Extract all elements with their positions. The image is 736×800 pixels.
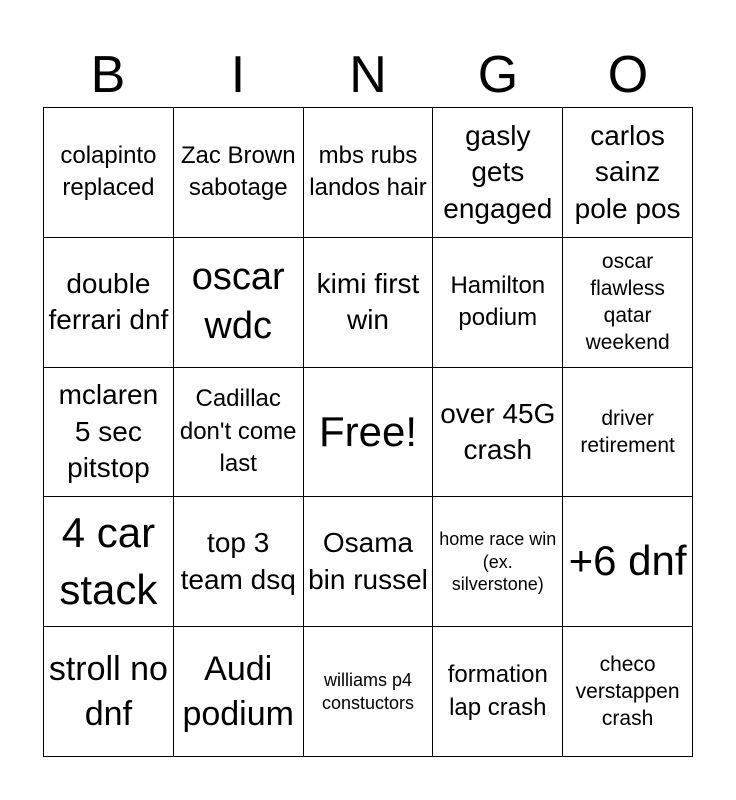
header-letter-i: I: [230, 46, 246, 104]
bingo-card: [43, 107, 693, 757]
bingo-cell[interactable]: carlos sainz pole pos: [563, 108, 693, 238]
bingo-cell[interactable]: oscar wdc: [174, 238, 304, 368]
bingo-cell[interactable]: Hamilton podium: [433, 238, 563, 368]
bingo-cell[interactable]: colapinto replaced: [44, 108, 174, 238]
bingo-cell[interactable]: stroll no dnf: [44, 627, 174, 757]
bingo-header: [43, 44, 693, 106]
bingo-cell[interactable]: williams p4 constuctors: [304, 627, 434, 757]
bingo-cell[interactable]: Zac Brown sabotage: [174, 108, 304, 238]
bingo-cell[interactable]: 4 car stack: [44, 497, 174, 627]
bingo-cell[interactable]: over 45G crash: [433, 368, 563, 498]
bingo-cell[interactable]: top 3 team dsq: [174, 497, 304, 627]
bingo-cell[interactable]: formation lap crash: [433, 627, 563, 757]
bingo-cell[interactable]: +6 dnf: [563, 497, 693, 627]
bingo-cell-free[interactable]: Free!: [304, 368, 434, 498]
header-letter-n: N: [349, 46, 387, 104]
bingo-cell[interactable]: Audi podium: [174, 627, 304, 757]
bingo-cell[interactable]: Cadillac don't come last: [174, 368, 304, 498]
bingo-cell[interactable]: checo verstappen crash: [563, 627, 693, 757]
bingo-cell[interactable]: mbs rubs landos hair: [304, 108, 434, 238]
header-letter-g: G: [477, 46, 519, 104]
bingo-cell[interactable]: oscar flawless qatar weekend: [563, 238, 693, 368]
header-letter-b: B: [90, 46, 126, 104]
bingo-cell[interactable]: driver retirement: [563, 368, 693, 498]
bingo-cell[interactable]: home race win (ex. silverstone): [433, 497, 563, 627]
bingo-cell[interactable]: gasly gets engaged: [433, 108, 563, 238]
bingo-cell[interactable]: double ferrari dnf: [44, 238, 174, 368]
bingo-cell[interactable]: Osama bin russel: [304, 497, 434, 627]
bingo-cell[interactable]: mclaren 5 sec pitstop: [44, 368, 174, 498]
header-letter-o: O: [607, 46, 649, 104]
bingo-cell[interactable]: kimi first win: [304, 238, 434, 368]
